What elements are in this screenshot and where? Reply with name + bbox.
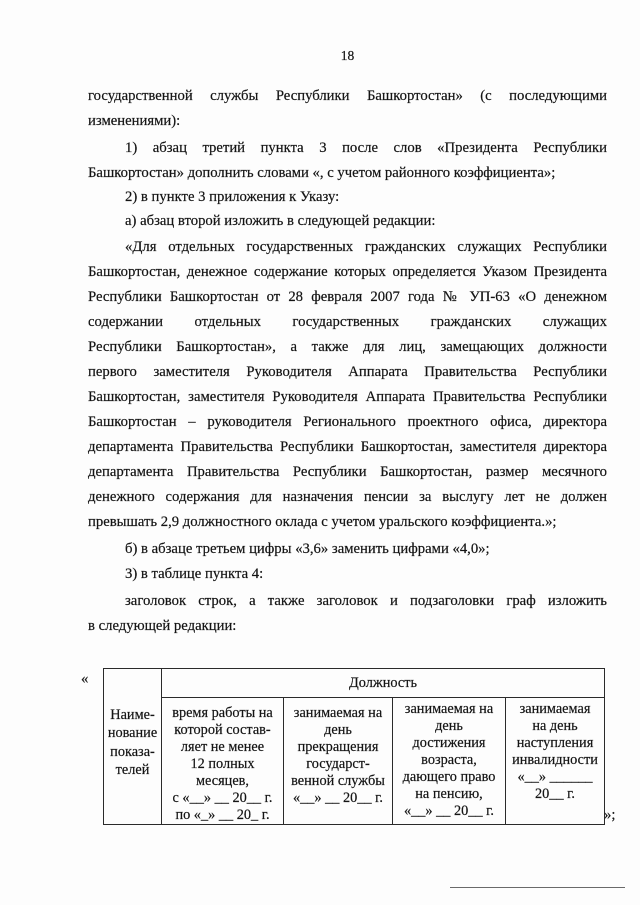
- group-header-cell: [162, 669, 605, 698]
- column-header-line: 12 полных: [190, 756, 255, 772]
- body-text-line: 1) абзац третий пункта 3 после слов «Президента Республики: [125, 140, 607, 156]
- column-header-service-time: [162, 698, 284, 825]
- body-text-line: денежного содержания для назначения пенсии за выслугу лет не должен: [88, 489, 607, 505]
- body-text-line: первого заместителя Руководителя Аппарата Правительства Республики: [88, 364, 607, 380]
- body-text-line: Башкортостан, денежное содержание которых определяется Указом Президента: [88, 264, 607, 280]
- body-text-line: 3) в таблице пункта 4:: [125, 566, 264, 582]
- paragraph: [88, 562, 607, 587]
- column-header-line: венной службы: [291, 773, 385, 789]
- column-header-line: прекращения: [297, 739, 379, 755]
- row-header-line: телей: [115, 762, 150, 778]
- paragraph: [88, 537, 607, 562]
- row-header-line: показа-: [110, 743, 155, 760]
- row-header-line: нование: [107, 725, 158, 741]
- paragraph: [88, 185, 607, 210]
- paragraph: [88, 136, 607, 186]
- body-text-line: департамента Правительства Республики Башкортостан, размер месячного: [88, 464, 607, 480]
- body-text-line: Башкортостан» дополнить словами «, с учетом районного коэффициента»;: [88, 165, 556, 181]
- column-header-line: наступления: [516, 735, 594, 751]
- body-text-line: содержании отдельных государственных гражданских служащих: [88, 314, 607, 330]
- table-open-quote: «: [81, 671, 89, 687]
- paragraph: [88, 589, 607, 639]
- paragraph: [88, 84, 607, 134]
- group-header-label: Должность: [349, 675, 417, 691]
- body-text-line: заголовок строк, а также заголовок и подзаголовки граф изложить: [125, 593, 607, 609]
- column-header-line: инвалидности: [512, 752, 598, 768]
- row-header-cell: [104, 669, 162, 825]
- column-header-line: на пенсию,: [415, 786, 483, 802]
- column-header-line: месяцев,: [196, 773, 249, 789]
- column-header-line: ляет не менее: [180, 739, 265, 755]
- column-header-line: время работы на: [172, 705, 273, 721]
- column-header-line: «__» ______: [517, 769, 593, 785]
- column-header-pension-age: [393, 698, 506, 825]
- body-text-line: а) абзац второй изложить в следующей редакции:: [125, 213, 436, 229]
- footer-divider: [450, 887, 625, 888]
- row-header-line: Наиме-: [110, 706, 155, 723]
- paragraph: [88, 209, 607, 234]
- column-header-line: по «_» __ 20_ г.: [175, 807, 270, 823]
- body-text-line: «Для отдельных государственных гражданских служащих Республики: [125, 239, 607, 255]
- column-header-line: занимаемая на: [293, 705, 383, 721]
- column-header-line: занимаемая на: [404, 701, 494, 717]
- body-text-line: 2) в пункте 3 приложения к Указу:: [125, 189, 340, 205]
- body-text-line: Башкортостан – руководителя Регионального проектного офиса, директора: [88, 414, 607, 430]
- column-header-line: дающего право: [402, 769, 496, 785]
- column-header-line: которой состав-: [174, 722, 271, 738]
- body-text-line: государственной службы Республики Башкортостан» (с последующими: [88, 88, 607, 104]
- column-header-line: 20__ г.: [535, 786, 575, 802]
- column-header-line: на день: [532, 718, 578, 734]
- column-header-line: «__» __ 20__ г.: [292, 790, 384, 806]
- column-header-line: «__» __ 20__ г.: [403, 803, 495, 819]
- column-header-line: занимаемая: [519, 701, 591, 717]
- body-text-line: департамента Правительства Республики Башкортостан, заместителя директора: [88, 439, 607, 455]
- page-number: 18: [340, 48, 355, 63]
- body-text-line: изменениями):: [88, 113, 181, 129]
- body-text-line: в следующей редакции:: [88, 618, 237, 634]
- column-header-line: возраста,: [421, 752, 477, 768]
- body-text-line: Республики Башкортостан», а также для лиц, замещающих должности: [88, 339, 607, 355]
- column-header-line: с «__» __ 20__ г.: [172, 790, 273, 806]
- column-header-line: день: [324, 722, 352, 738]
- body-text-line: б) в абзаце третьем цифры «3,6» заменить цифрами «4,0»;: [125, 541, 490, 557]
- column-header-service-end: [284, 698, 393, 825]
- column-header-line: государст-: [306, 756, 370, 772]
- body-text-line: Республики Башкортостан от 28 февраля 2007 года № УП-63 «О денежном: [88, 289, 607, 305]
- column-header-disability-onset: [506, 698, 605, 825]
- column-header-line: достижения: [412, 735, 486, 751]
- paragraph: [88, 235, 607, 535]
- body-text-line: Башкортостан, заместителя Руководителя Аппарата Правительства Республики: [88, 389, 607, 405]
- position-table: [103, 668, 605, 825]
- column-header-line: день: [435, 718, 463, 734]
- table-close-quote: »;: [604, 807, 616, 823]
- body-text-line: превышать 2,9 должностного оклада с учетом уральского коэффициента.»;: [88, 514, 557, 530]
